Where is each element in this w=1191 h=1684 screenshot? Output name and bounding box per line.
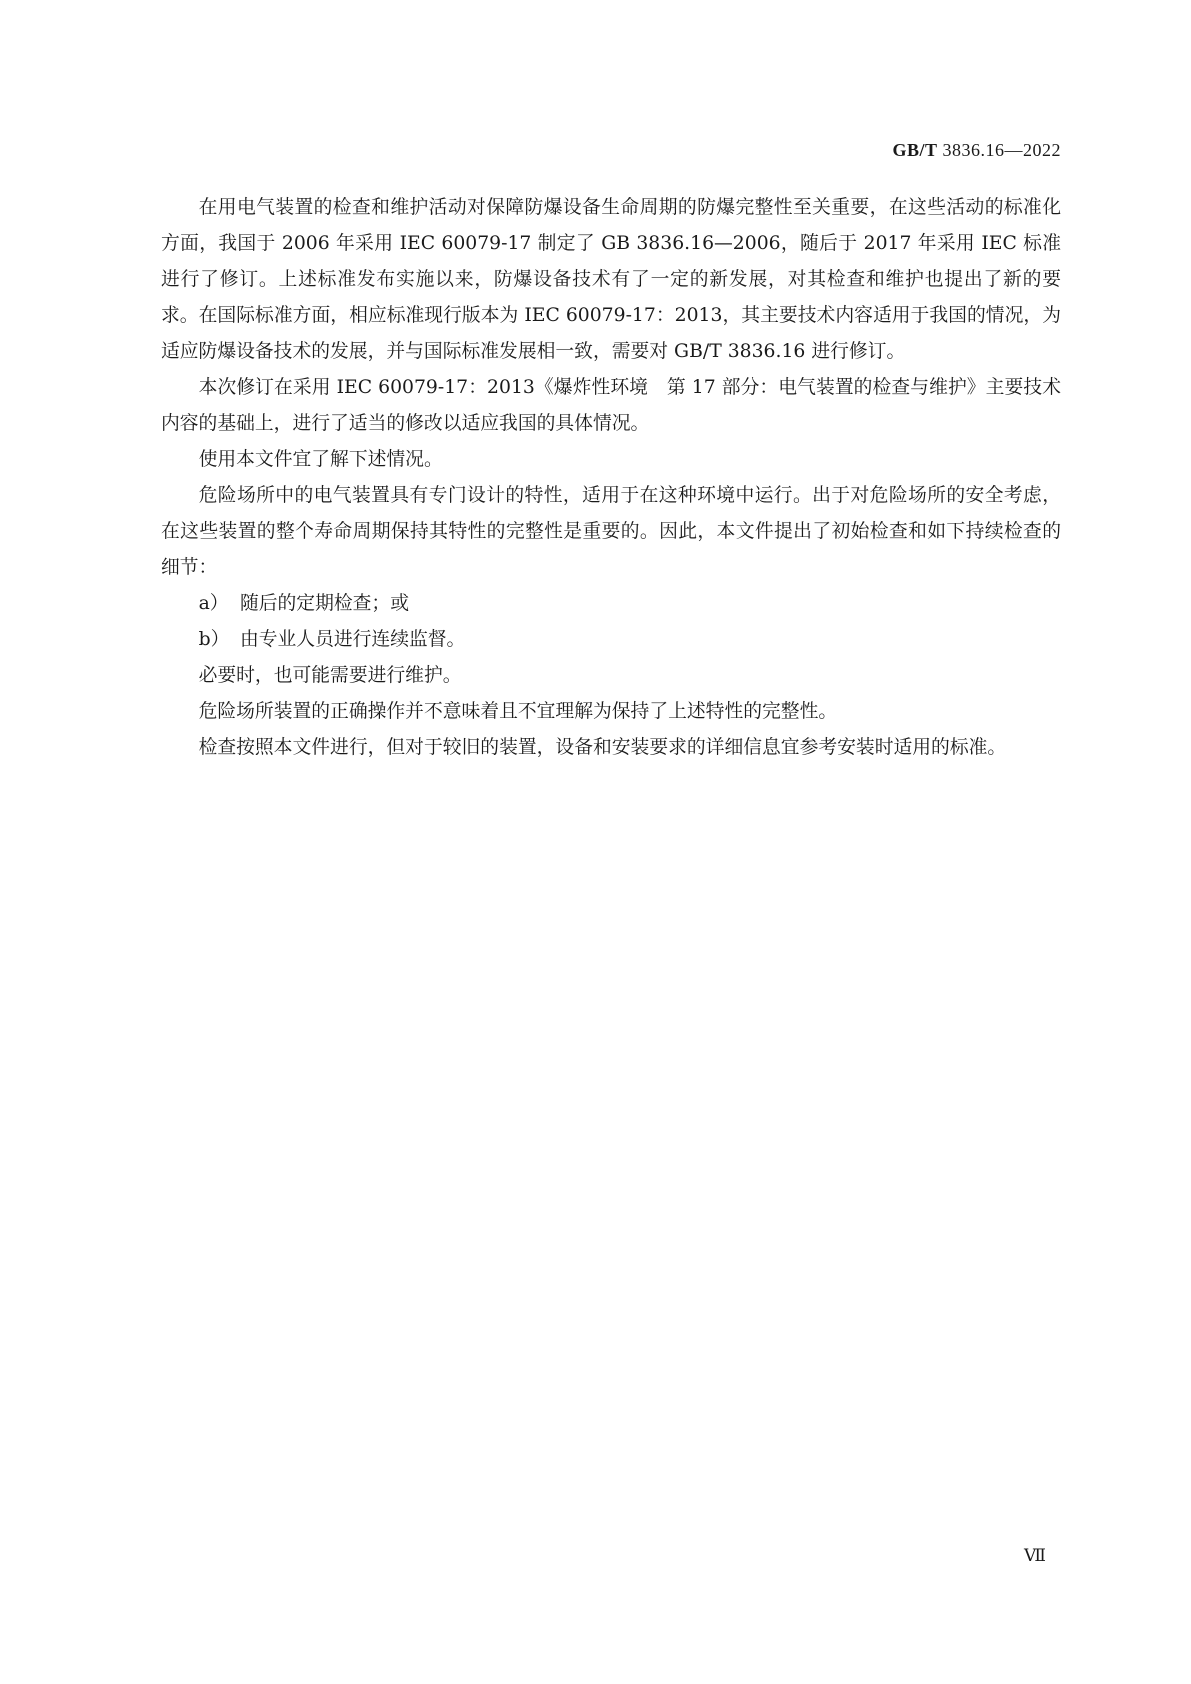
list-item bbox=[161, 586, 1061, 622]
standard-code-header bbox=[892, 140, 1061, 161]
list-item bbox=[161, 622, 1061, 658]
standard-number: 3836.16—2022 bbox=[942, 140, 1061, 160]
paragraph-inspection-reference: 检查按照本文件进行，但对于较旧的装置，设备和安装要求的详细信息宜参考安装时适用的标准。 bbox=[198, 737, 1007, 758]
paragraph-correct-operation: 危险场所装置的正确操作并不意味着且不宜理解为保持了上述特性的完整性。 bbox=[198, 701, 838, 722]
document-body bbox=[161, 190, 1061, 766]
list-item-text: 由专业人员进行连续监督。 bbox=[239, 629, 466, 650]
standard-prefix: GB/T bbox=[892, 140, 938, 160]
list-marker: b） bbox=[198, 629, 230, 650]
page-number: Ⅶ bbox=[1024, 1546, 1046, 1565]
paragraph-maintenance: 必要时，也可能需要进行维护。 bbox=[198, 665, 462, 686]
list-item-text: 随后的定期检查；或 bbox=[239, 593, 409, 614]
paragraph-usage-note: 使用本文件宜了解下述情况。 bbox=[198, 449, 443, 470]
list-marker: a） bbox=[198, 593, 229, 614]
paragraph-hazardous-area: 危险场所中的电气装置具有专门设计的特性，适用于在这种环境中运行。出于对危险场所的安全考虑，在这些装置的整个寿命周期保持其特性的完整性是重要的。因此，本文件提出了初始检查和如下持续检查的细节： bbox=[161, 485, 1061, 578]
paragraph-revision-basis: 本次修订在采用 IEC 60079-17：2013《爆炸性环境 第 17 部分：电气装置的检查与维护》主要技术内容的基础上，进行了适当的修改以适应我国的具体情况。 bbox=[161, 377, 1061, 434]
paragraph-background: 在用电气装置的检查和维护活动对保障防爆设备生命周期的防爆完整性至关重要，在这些活动的标准化方面，我国于 2006 年采用 IEC 60079-17 制定了 GB 3836.16—2006，随后于 2017 年采用 IEC 标准进行了修订。上述标准发布实施以来，防爆设备技术有了一定的新发展，对其检查和维护也提出了新的要求。在国际标准方面，相应标准现行版本为 IEC 60079-17：2013，其主要技术内容适用于我国的情况，为适应防爆设备技术的发展，并与国际标准发展相一致，需要对 GB/T 3836.16 进行修订。 bbox=[161, 197, 1061, 362]
